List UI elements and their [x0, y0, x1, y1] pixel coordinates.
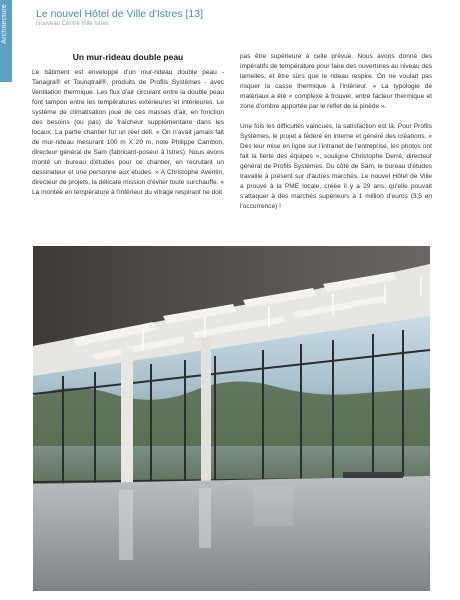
- article-column-left: [32, 52, 224, 198]
- section-side-tab: [0, 0, 12, 82]
- entrance-mat: [343, 472, 403, 478]
- column: [201, 338, 211, 488]
- page-title: Le nouvel Hôtel de Ville d'Istres [13]: [36, 8, 203, 20]
- article-paragraph: pas être supérieure à celle prévue. Nous avons donné des impératifs de température pour faire des ouvertures au niveau des lamelles, et être sûrs que le rideau respire. On ne voulait pas risquer la casse thermique à l'intérieur. » La typologie de matériaux a été « complexe à trouver, entre facteur thermique et zone d'ombre apportée par le reflet de la pinède ».: [240, 53, 432, 110]
- lobby-photo: [33, 246, 430, 591]
- article-column-right: [240, 52, 432, 212]
- article-paragraph: Une fois les difficultés vaincues, la satisfaction est là. Pour Profils Systèmes, le projet a fédéré en interne et généré des créations. « Dès leur mise en ligne sur l'intranet de l'entreprise, les photos ont fait la fierté des équipes », souligne Christophe Derré, directeur général de Profils Systèmes. Du côté de Sam, le bureau d'études travaille à présent sur d'autres marchés. Le nouvel Hôtel de Ville a prouvé à la PME locale, créée il y a 29 ans, qu'elle pouvait s'attaquer à des marchés supérieurs à 1 million d'euros (3,5 en l'occurrence) !: [240, 123, 432, 210]
- article-paragraph: Le bâtiment est enveloppé d'un mur-rideau double peau - Tanagra® et Tounqtrail®, produits de Profils Systèmes - avec ventilation thermique. Les flux d'air circulant entre la double peau font tampon entre les températures extérieures et intérieures. Le système de climatisation joue de ces masses d'air, en fonction des besoins (ou pas) de fraîcheur supplémentaire dans les locaux. La partie chantier fut un réel défi. « On n'avait jamais fait de mur-rideau mesurant 100 m X 20 m, note Philippe Cambon, directeur général de Sam (fabricant-poseur à Istres). Nous avons monté un bureau d'études pour ce chantier, en recrutant un dessinateur et une personne aux études. » A Christophe Aventin, directeur de projets, la délicate mission d'éviter toute surchauffe. « La montée en température à l'intérieur du vitrage respirant ne doit: [32, 69, 224, 196]
- article-heading: Un mur-rideau double peau: [72, 52, 184, 62]
- lobby-illustration: [33, 246, 430, 591]
- polished-floor: [33, 476, 430, 591]
- page-subtitle: Nouveau Centre Ville Istres: [36, 21, 109, 27]
- section-label: Architecture: [1, 4, 8, 44]
- page-header: [36, 8, 203, 27]
- column: [121, 348, 133, 492]
